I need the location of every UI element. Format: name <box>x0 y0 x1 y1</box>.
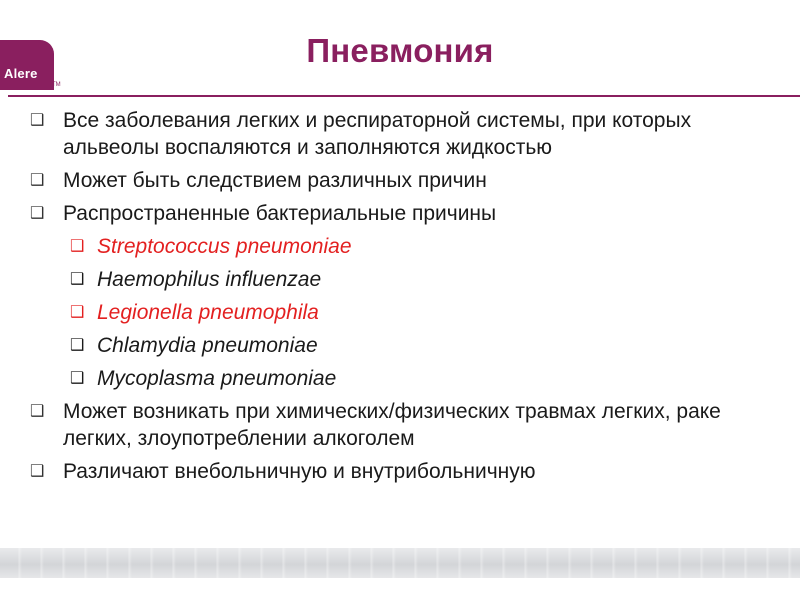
slide-content <box>30 107 770 491</box>
check-box-icon: ❑ <box>30 172 45 189</box>
sub-bullet-text: Legionella pneumophila <box>97 301 319 324</box>
bullet-text: Все заболевания легких и респираторной системы, при которых альвеолы воспаляются и заполняются жидкостью <box>63 109 692 159</box>
footer-band <box>0 548 800 578</box>
bullet-item <box>30 200 770 227</box>
sub-bullet-text: Mycoplasma pneumoniae <box>97 367 337 390</box>
check-box-icon: ❑ <box>70 337 85 354</box>
check-box-icon: ❑ <box>30 403 45 420</box>
title-divider <box>8 95 800 97</box>
sub-bullet-text: Haemophilus influenzae <box>97 268 322 291</box>
sub-bullet-item <box>30 266 770 293</box>
check-box-icon: ❑ <box>30 463 45 480</box>
sub-bullet-text: Streptococcus pneumoniae <box>97 235 352 258</box>
sub-bullet-item <box>30 299 770 326</box>
bullet-item <box>30 167 770 194</box>
check-box-icon: ❑ <box>70 304 85 321</box>
bullet-text: Может возникать при химических/физических травмах легких, раке легких, злоупотреблении алкоголем <box>63 400 721 450</box>
bullet-item <box>30 398 770 452</box>
sub-bullet-item <box>30 365 770 392</box>
bullet-text: Распространенные бактериальные причины <box>63 202 497 225</box>
check-box-icon: ❑ <box>70 271 85 288</box>
sub-bullet-text: Chlamydia pneumoniae <box>97 334 318 357</box>
check-box-icon: ❑ <box>70 238 85 255</box>
bullet-item <box>30 107 770 161</box>
sub-bullet-item <box>30 233 770 260</box>
logo-text: Alere <box>4 66 38 81</box>
bullet-text: Различают внебольничную и внутрибольничную <box>63 460 536 483</box>
logo-trademark: TM <box>52 82 61 88</box>
check-box-icon: ❑ <box>30 205 45 222</box>
sub-bullet-item <box>30 332 770 359</box>
check-box-icon: ❑ <box>70 370 85 387</box>
check-box-icon: ❑ <box>30 112 45 129</box>
slide-title: Пневмония <box>306 32 494 69</box>
bullet-item <box>30 458 770 485</box>
bullet-text: Может быть следствием различных причин <box>63 169 487 192</box>
